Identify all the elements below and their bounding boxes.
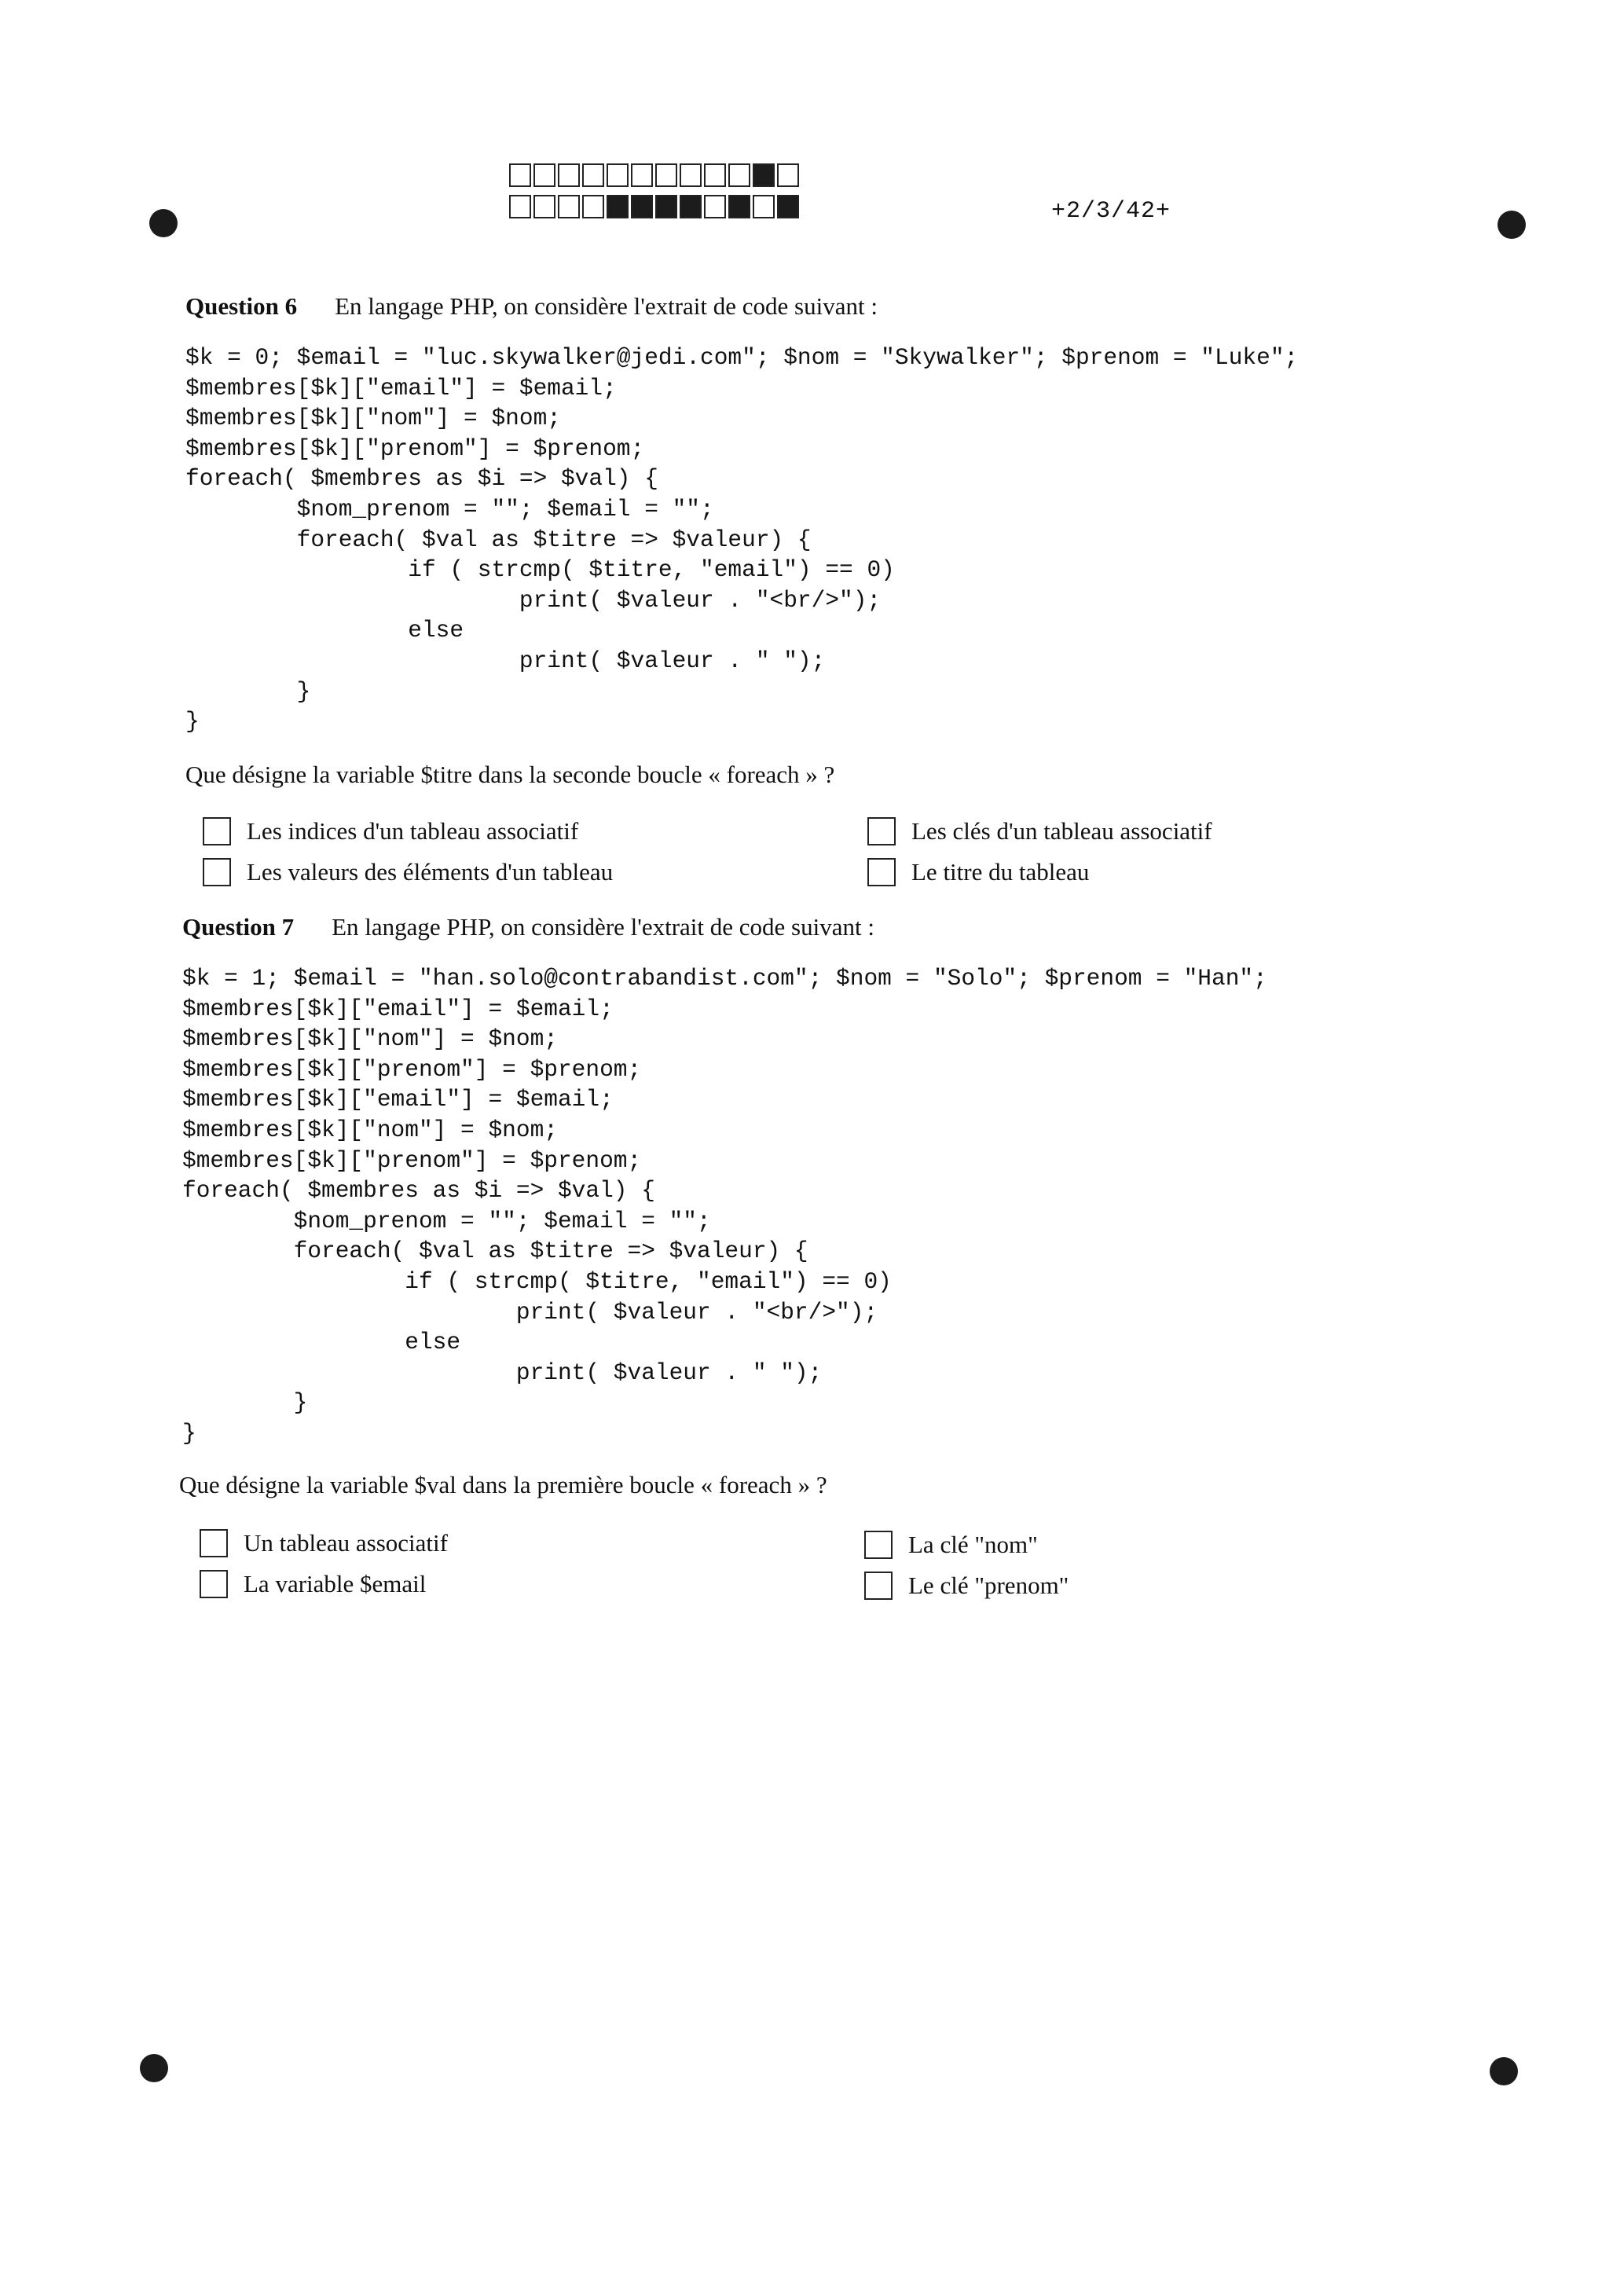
barcode-cell — [728, 163, 750, 187]
barcode-cell — [582, 163, 604, 187]
checkbox[interactable] — [203, 858, 231, 886]
checkbox[interactable] — [867, 858, 896, 886]
question-number: Question 7 — [182, 913, 295, 941]
barcode-cell — [655, 195, 677, 218]
question-text: En langage PHP, on considère l'extrait de code suivant : — [332, 913, 874, 941]
barcode-cell — [558, 163, 580, 187]
barcode-cell — [607, 195, 629, 218]
barcode-cell — [509, 195, 531, 218]
registration-mark-top-left — [149, 209, 178, 237]
barcode-cell — [704, 195, 726, 218]
registration-mark-bottom-right — [1490, 2057, 1518, 2085]
q6-option-4[interactable] — [867, 858, 1089, 886]
q7-option-1[interactable] — [200, 1529, 448, 1557]
q6-option-1[interactable] — [203, 817, 578, 845]
barcode-cell — [704, 163, 726, 187]
question-number: Question 6 — [185, 292, 298, 320]
barcode-cell — [509, 163, 531, 187]
barcode-cell — [655, 163, 677, 187]
q6-option-2[interactable] — [867, 817, 1212, 845]
question-7-prompt: Que désigne la variable $val dans la première boucle « foreach » ? — [179, 1471, 827, 1498]
question-7-code: $k = 1; $email = "han.solo@contrabandist.com"; $nom = "Solo"; $prenom = "Han"; $membres[$k]["email"] = $email; $membres[$k]["nom"] = $nom; $membres[$k]["prenom"] = $prenom; $membres[$k]["email"] = $email; $membres[$k]["nom"] = $nom; $membres[$k]["prenom"] = $prenom; foreach( $membres as $i => $val) { $nom_prenom = ""; $email = ""; foreach( $val as $titre => $valeur) { if ( strcmp( $titre, "email") == 0) print( $valeur . "<br/>"); else print( $valeur . " "); } } — [182, 965, 1267, 1447]
option-label: Le clé "prenom" — [908, 1572, 1069, 1599]
q6-option-3[interactable] — [203, 858, 613, 886]
checkbox[interactable] — [200, 1570, 228, 1598]
barcode-cell — [582, 195, 604, 218]
option-label: Les indices d'un tableau associatif — [247, 817, 579, 845]
page-id: +2/3/42+ — [1051, 198, 1171, 225]
q7-option-3[interactable] — [200, 1570, 426, 1598]
barcode-cell — [533, 163, 555, 187]
barcode-cell — [631, 195, 653, 218]
question-6-prompt: Que désigne la variable $titre dans la seconde boucle « foreach » ? — [185, 761, 835, 788]
checkbox[interactable] — [864, 1572, 893, 1600]
barcode-cell — [631, 163, 653, 187]
question-7-title — [182, 913, 874, 941]
checkbox[interactable] — [200, 1529, 228, 1557]
option-label: Les clés d'un tableau associatif — [911, 817, 1212, 845]
registration-mark-bottom-left — [140, 2054, 168, 2082]
question-6-title — [185, 292, 878, 321]
checkbox[interactable] — [203, 817, 231, 845]
question-6-code: $k = 0; $email = "luc.skywalker@jedi.com"; $nom = "Skywalker"; $prenom = "Luke"; $membres[$k]["email"] = $email; $membres[$k]["nom"] = $nom; $membres[$k]["prenom"] = $prenom; foreach( $membres as $i => $val) { $nom_prenom = ""; $email = ""; foreach( $val as $titre => $valeur) { if ( strcmp( $titre, "email") == 0) print( $valeur . "<br/>"); else print( $valeur . " "); } } — [185, 344, 1299, 735]
barcode-cell — [533, 195, 555, 218]
barcode-cell — [680, 195, 702, 218]
q7-option-4[interactable] — [864, 1572, 1069, 1600]
barcode-cell — [558, 195, 580, 218]
option-label: Un tableau associatif — [244, 1529, 448, 1557]
question-text: En langage PHP, on considère l'extrait de code suivant : — [335, 292, 878, 320]
registration-mark-top-right — [1498, 211, 1526, 239]
option-label: La variable $email — [244, 1570, 427, 1597]
barcode-cell — [680, 163, 702, 187]
barcode-cell — [777, 163, 799, 187]
option-label: Le titre du tableau — [911, 858, 1090, 886]
option-label: La clé "nom" — [908, 1531, 1038, 1558]
barcode-cell — [753, 195, 775, 218]
barcode-cell — [753, 163, 775, 187]
checkbox[interactable] — [864, 1531, 893, 1559]
barcode-cell — [777, 195, 799, 218]
checkbox[interactable] — [867, 817, 896, 845]
barcode-cell — [728, 195, 750, 218]
option-label: Les valeurs des éléments d'un tableau — [247, 858, 614, 886]
barcode-cell — [607, 163, 629, 187]
q7-option-2[interactable] — [864, 1531, 1038, 1559]
